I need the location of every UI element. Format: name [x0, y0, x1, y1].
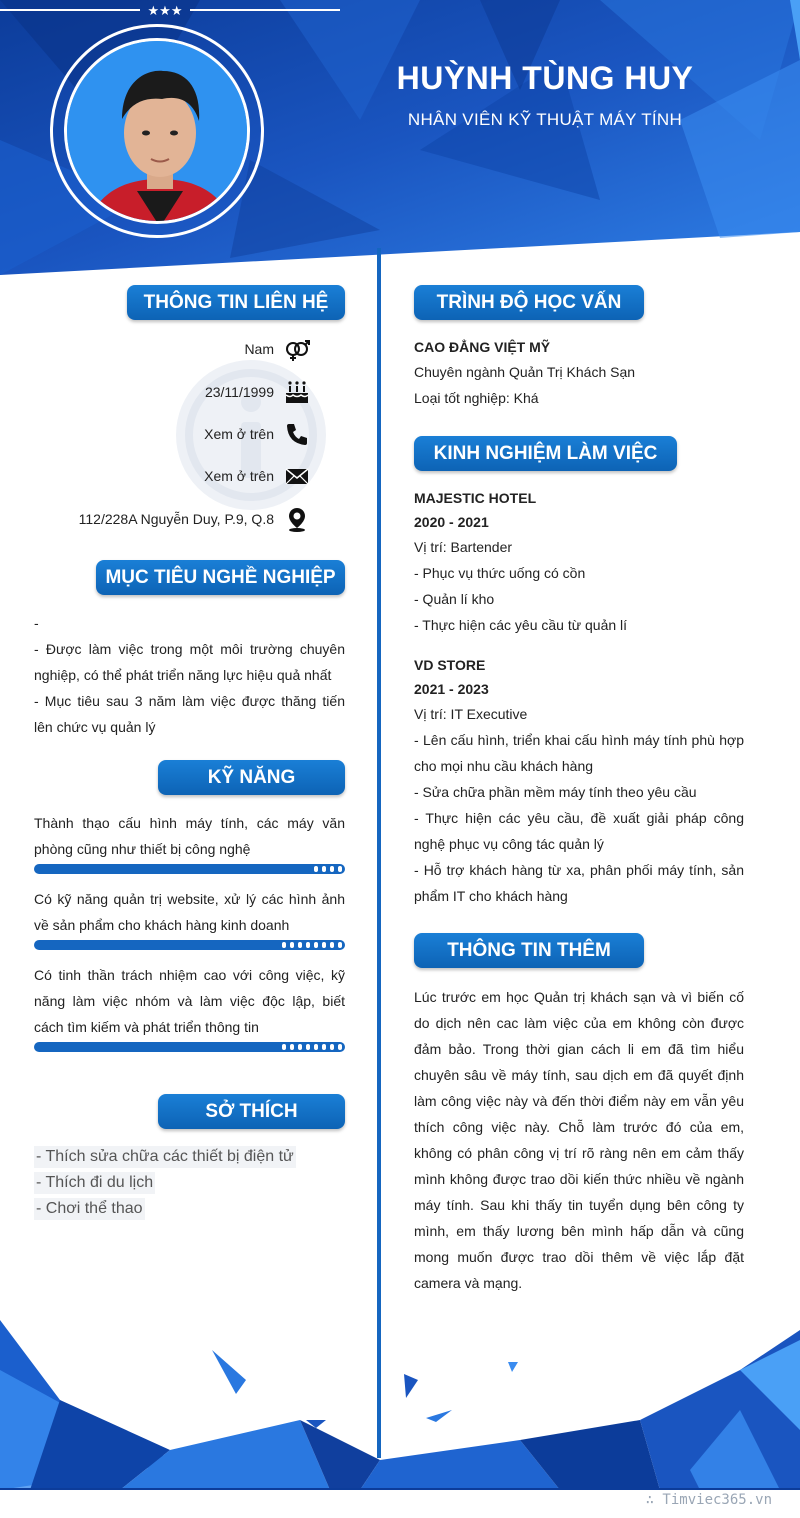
- skill-bar-2-dots: [281, 941, 343, 949]
- contact-gender: [244, 335, 310, 363]
- experience-1-task-1: - Phục vụ thức uống có cồn: [414, 565, 586, 581]
- skill-bar-2: [34, 940, 345, 950]
- contact-email-value[interactable]: Xem ở trên: [204, 468, 274, 484]
- contact-phone: [204, 420, 310, 448]
- skill-bar-3: [34, 1042, 345, 1052]
- header-banner: [0, 0, 800, 280]
- skill-bar-1: [34, 864, 345, 874]
- education-major: Chuyên ngành Quản Trị Khách Sạn: [414, 364, 636, 380]
- additional-info-text: Lúc trước em học Quản trị khách sạn và vì biến cố do dịch nên cac làm việc của em không còn được đảm bảo. Trong thời gian cách li em đã tìm hiểu chuyên sâu về máy tính, sau dịch em đã quyết định làm công việc này và đến thời điểm này em vẫn yêu thích công việc này. Chỗ làm trước đó của em, không có phân công vị trí rõ ràng nên em cảm thấy mình không được trao dồi kiến thức nhiều về ngành máy tính. Sau khi thấy tin tuyển dụng bên công ty mình, em thấy lương bên mình hấp dẫn và cũng mong muốn được trao dồi thêm về việc lắp đặt camera và mạng.: [414, 989, 744, 1291]
- education-school: CAO ĐẲNG VIỆT MỸ: [414, 339, 551, 355]
- gender-icon: [284, 336, 310, 362]
- contact-birthday: [205, 378, 310, 406]
- contact-birthday-value: 23/11/1999: [204, 384, 274, 400]
- section-skills-heading: KỸ NĂNG: [158, 760, 345, 795]
- cake-icon: [284, 379, 310, 405]
- experience-2-task-1: - Lên cấu hình, triển khai cấu hình máy tính phù hợp cho mọi nhu cầu khách hàng: [414, 732, 744, 774]
- section-objective-heading: MỤC TIÊU NGHỀ NGHIỆP: [96, 560, 345, 595]
- skill-text-1: Thành thạo cấu hình máy tính, các máy văn phòng cũng như thiết bị công nghệ: [34, 815, 345, 857]
- contact-email: [204, 462, 310, 490]
- hobby-item-3: - Chơi thể thao: [34, 1198, 145, 1220]
- experience-2-company: VD STORE: [414, 657, 486, 673]
- candidate-name: HUỲNH TÙNG HUY: [396, 60, 694, 96]
- experience-1-task-2: - Quản lí kho: [414, 591, 495, 607]
- experience-2-task-2: - Sửa chữa phần mềm máy tính theo yêu cầu: [414, 784, 697, 800]
- title-divider: [0, 0, 340, 20]
- contact-address-value: 112/228A Nguyễn Duy, P.9, Q.8: [78, 511, 274, 527]
- hobby-item-1: - Thích sửa chữa các thiết bị điện tử: [34, 1146, 296, 1168]
- contact-address: [79, 505, 310, 533]
- objective-line-1: - Được làm việc trong một môi trường chuyên nghiệp, có thể phát triển năng lực hiệu quả nhất: [34, 641, 345, 683]
- brand-watermark[interactable]: ∴ Timviec365.vn: [645, 1492, 772, 1508]
- svg-text:★★★: ★★★: [147, 4, 183, 19]
- contact-phone-value[interactable]: Xem ở trên: [204, 426, 274, 442]
- experience-2-period: 2021 - 2023: [414, 681, 489, 697]
- skill-text-2: Có kỹ năng quản trị website, xử lý các hình ảnh về sản phẩm cho khách hàng kinh doanh: [34, 891, 345, 933]
- experience-1-task-3: - Thực hiện các yêu cầu từ quản lí: [414, 617, 628, 633]
- avatar-portrait: [67, 41, 250, 224]
- candidate-title: NHÂN VIÊN KỸ THUẬT MÁY TÍNH: [407, 110, 683, 129]
- footer-decoration: [0, 1310, 800, 1490]
- objective-line-2: - Mục tiêu sau 3 năm làm việc được thăng tiến lên chức vụ quản lý: [34, 693, 345, 735]
- experience-2-task-4: - Hỗ trợ khách hàng từ xa, phân phối máy tính, sản phẩm IT cho khách hàng: [414, 862, 744, 904]
- phone-icon: [284, 421, 310, 447]
- section-contact-heading: THÔNG TIN LIÊN HỆ: [127, 285, 345, 320]
- objective-dash: -: [34, 615, 39, 631]
- skill-bar-1-dots: [313, 865, 343, 873]
- section-hobbies-heading: SỞ THÍCH: [158, 1094, 345, 1129]
- hobby-item-2: - Thích đi du lịch: [34, 1172, 155, 1194]
- education-grade: Loại tốt nghiệp: Khá: [414, 390, 539, 406]
- skill-text-3: Có tinh thần trách nhiệm cao với công việc, kỹ năng làm việc nhóm và làm việc độc lập, biết cách tìm kiếm và phát triển thông tin: [34, 967, 345, 1035]
- section-additional-heading: THÔNG TIN THÊM: [414, 933, 644, 968]
- experience-1-company: MAJESTIC HOTEL: [414, 490, 537, 506]
- experience-1-position: Vị trí: Bartender: [414, 539, 513, 555]
- column-divider: [377, 248, 381, 1458]
- experience-1-period: 2020 - 2021: [414, 514, 489, 530]
- skill-bar-3-dots: [281, 1043, 343, 1051]
- avatar: [64, 38, 250, 224]
- experience-2-position: Vị trí: IT Executive: [414, 706, 528, 722]
- email-icon: [284, 463, 310, 489]
- section-education-heading: TRÌNH ĐỘ HỌC VẤN: [414, 285, 644, 320]
- contact-gender-value: Nam: [244, 341, 274, 357]
- location-icon: [284, 506, 310, 532]
- experience-2-task-3: - Thực hiện các yêu cầu, đề xuất giải pháp công nghệ phục vụ công tác quản lý: [414, 810, 744, 852]
- section-experience-heading: KINH NGHIỆM LÀM VIỆC: [414, 436, 677, 471]
